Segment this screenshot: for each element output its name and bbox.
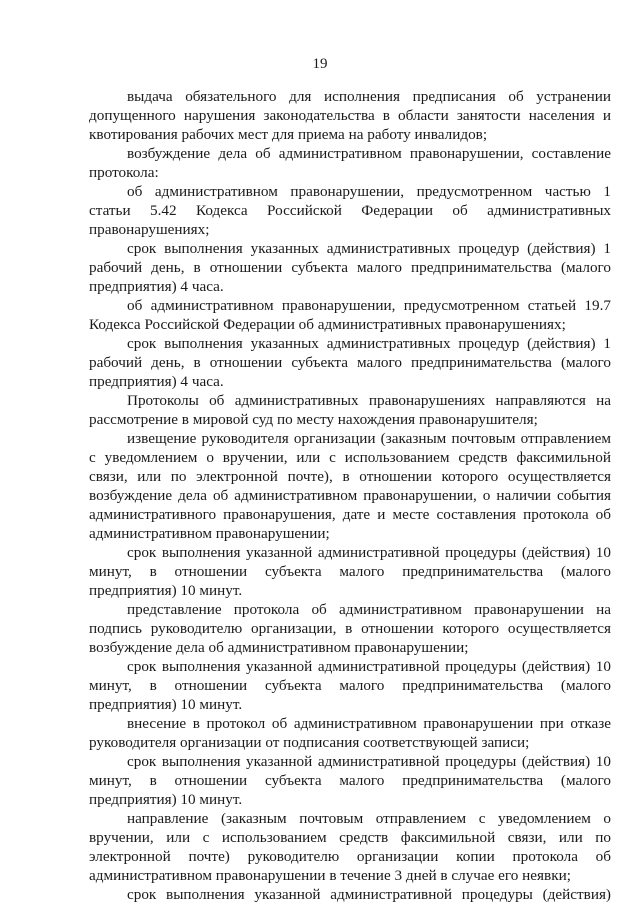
paragraph: извещение руководителя организации (заказным почтовым отправлением с уведомлением о вручении, или с использованием средств факсимильной связи, или по электронной почте), в отношении которого осуществляется возбуждение дела об административном правонарушении, о наличии события административного правонарушения, дате и месте составления протокола об административном правонарушении; bbox=[89, 430, 611, 542]
paragraph: срок выполнения указанных административных процедур (действия) 1 рабочий день, в отношении субъекта малого предпринимательства (малого предприятия) 4 часа. bbox=[89, 335, 611, 390]
paragraph: направление (заказным почтовым отправлением с уведомлением о вручении, или с использованием средств факсимильной связи, или по электронной почте) руководителю организации копии протокола об административном правонарушении в течение 3 дней в случае его неявки; bbox=[89, 810, 611, 884]
paragraph: срок выполнения указанной административной процедуры (действия) 10 минут, в отношении субъекта малого предпринимательства (малого предприятия) 10 минут. bbox=[89, 658, 611, 713]
paragraph: срок выполнения указанной административной процедуры (действия) 10 минут, в отношении субъекта малого предпринимательства (малого предприятия) 10 минут. bbox=[89, 753, 611, 808]
paragraph: возбуждение дела об административном правонарушении, составление протокола: bbox=[89, 145, 611, 181]
paragraph: внесение в протокол об административном правонарушении при отказе руководителя организации от подписания соответствующей записи; bbox=[89, 715, 611, 751]
page-number: 19 bbox=[312, 56, 328, 72]
document-body bbox=[89, 87, 611, 904]
paragraph: об административном правонарушении, предусмотренном частью 1 статьи 5.42 Кодекса Российской Федерации об административных правонарушениях; bbox=[89, 183, 611, 238]
paragraph: представление протокола об административном правонарушении на подпись руководителю организации, в отношении которого осуществляется возбуждение дела об административном правонарушении; bbox=[89, 601, 611, 656]
paragraph: Протоколы об административных правонарушениях направляются на рассмотрение в мировой суд по месту нахождения правонарушителя; bbox=[89, 392, 611, 428]
paragraph: выдача обязательного для исполнения предписания об устранении допущенного нарушения законодательства в области занятости населения и квотирования рабочих мест для приема на работу инвалидов; bbox=[89, 88, 611, 143]
paragraph: срок выполнения указанных административных процедур (действия) 1 рабочий день, в отношении субъекта малого предпринимательства (малого предприятия) 4 часа. bbox=[89, 240, 611, 295]
paragraph: срок выполнения указанной административной процедуры (действия) 10 минут, в отношении субъекта малого предпринимательства (малого предприятия) 10 минут. bbox=[89, 544, 611, 599]
paragraph: об административном правонарушении, предусмотренном статьей 19.7 Кодекса Российской Федерации об административных правонарушениях; bbox=[89, 297, 611, 333]
paragraph: срок выполнения указанной административной процедуры (действия) bbox=[127, 886, 611, 903]
